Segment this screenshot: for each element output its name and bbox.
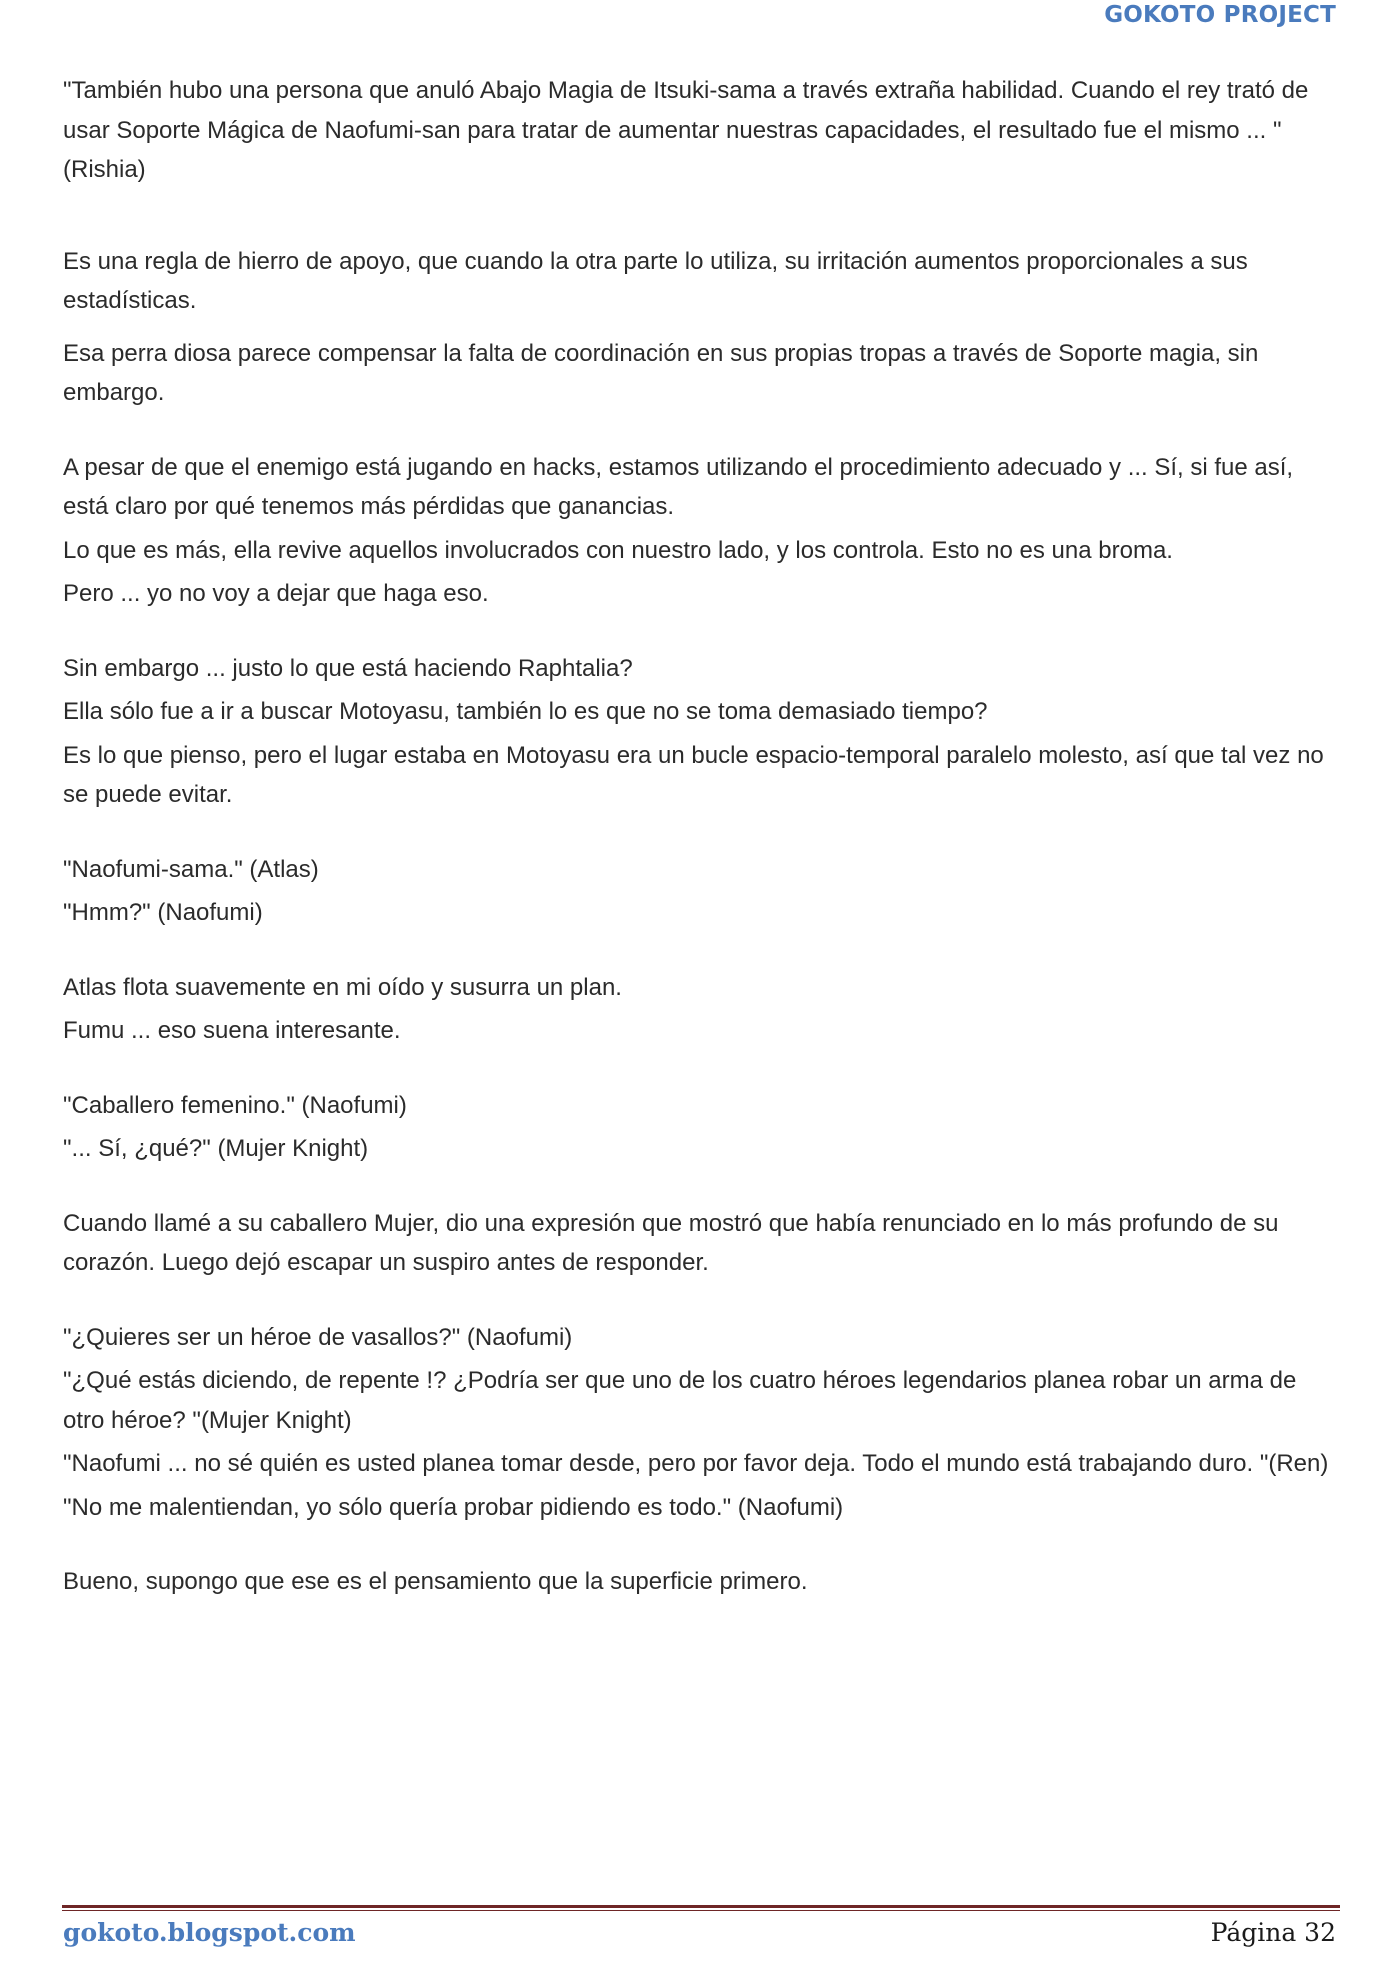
- paragraph: Atlas flota suavemente en mi oído y susurra un plan.: [63, 973, 622, 1001]
- paragraph: "Naofumi-sama." (Atlas): [63, 855, 319, 883]
- paragraph: "Caballero femenino." (Naofumi): [63, 1091, 407, 1119]
- paragraph: Sin embargo ... justo lo que está haciendo Raphtalia?: [63, 654, 633, 682]
- paragraph: "Hmm?" (Naofumi): [63, 899, 263, 926]
- page-header-title: GOKOTO PROJECT: [1104, 2, 1336, 28]
- paragraph: Es una regla de hierro de apoyo, que cuando la otra parte lo utiliza, su irritación aumentos proporcionales a sus estadísticas.: [63, 247, 1248, 314]
- footer-site-link[interactable]: gokoto.blogspot.com: [63, 1918, 356, 1947]
- paragraph: "... Sí, ¿qué?" (Mujer Knight): [63, 1135, 369, 1162]
- paragraph: Pero ... yo no voy a dejar que haga eso.: [63, 580, 489, 607]
- page-number: Página 32: [1210, 1918, 1336, 1947]
- footer-divider-thick: [62, 1905, 1340, 1908]
- paragraph: "¿Qué estás diciendo, de repente !? ¿Podría ser que uno de los cuatro héroes legendarios planea robar un arma de otro héroe? "(Mujer Knight): [63, 1367, 1297, 1434]
- paragraph: Cuando llamé a su caballero Mujer, dio una expresión que mostró que había renunciado en lo más profundo de su corazón. Luego dejó escapar un suspiro antes de responder.: [63, 1209, 1279, 1276]
- paragraph: Esa perra diosa parece compensar la falta de coordinación en sus propias tropas a través de Soporte magia, sin embargo.: [63, 339, 1259, 406]
- paragraph: Fumu ... eso suena interesante.: [63, 1017, 401, 1044]
- paragraph: Es lo que pienso, pero el lugar estaba en Motoyasu era un bucle espacio-temporal paralelo molesto, así que tal vez no se puede evitar.: [63, 741, 1324, 808]
- footer-divider-thin: [62, 1910, 1340, 1911]
- paragraph: "No me malentiendan, yo sólo quería probar pidiendo es todo." (Naofumi): [63, 1493, 844, 1521]
- paragraph: Ella sólo fue a ir a buscar Motoyasu, también lo es que no se toma demasiado tiempo?: [63, 698, 988, 725]
- paragraph: A pesar de que el enemigo está jugando en hacks, estamos utilizando el procedimiento adecuado y ... Sí, si fue así, está claro por qué tenemos más pérdidas que ganancias.: [63, 453, 1294, 520]
- paragraph: "¿Quieres ser un héroe de vasallos?" (Naofumi): [63, 1323, 573, 1351]
- paragraph: "Naofumi ... no sé quién es usted planea tomar desde, pero por favor deja. Todo el mundo está trabajando duro. "(Ren): [63, 1450, 1329, 1477]
- paragraph: Bueno, supongo que ese es el pensamiento que la superficie primero.: [63, 1568, 808, 1595]
- paragraph: Lo que es más, ella revive aquellos involucrados con nuestro lado, y los controla. Esto no es una broma.: [63, 536, 1173, 564]
- paragraph: "También hubo una persona que anuló Abajo Magia de Itsuki-sama a través extraña habilidad. Cuando el rey trató de usar Soporte Mágica de Naofumi-san para tratar de aumentar nuestras capacidades, el resultado fue el mismo ... "(Rishia): [63, 77, 1309, 183]
- document-body: [63, 71, 1343, 1602]
